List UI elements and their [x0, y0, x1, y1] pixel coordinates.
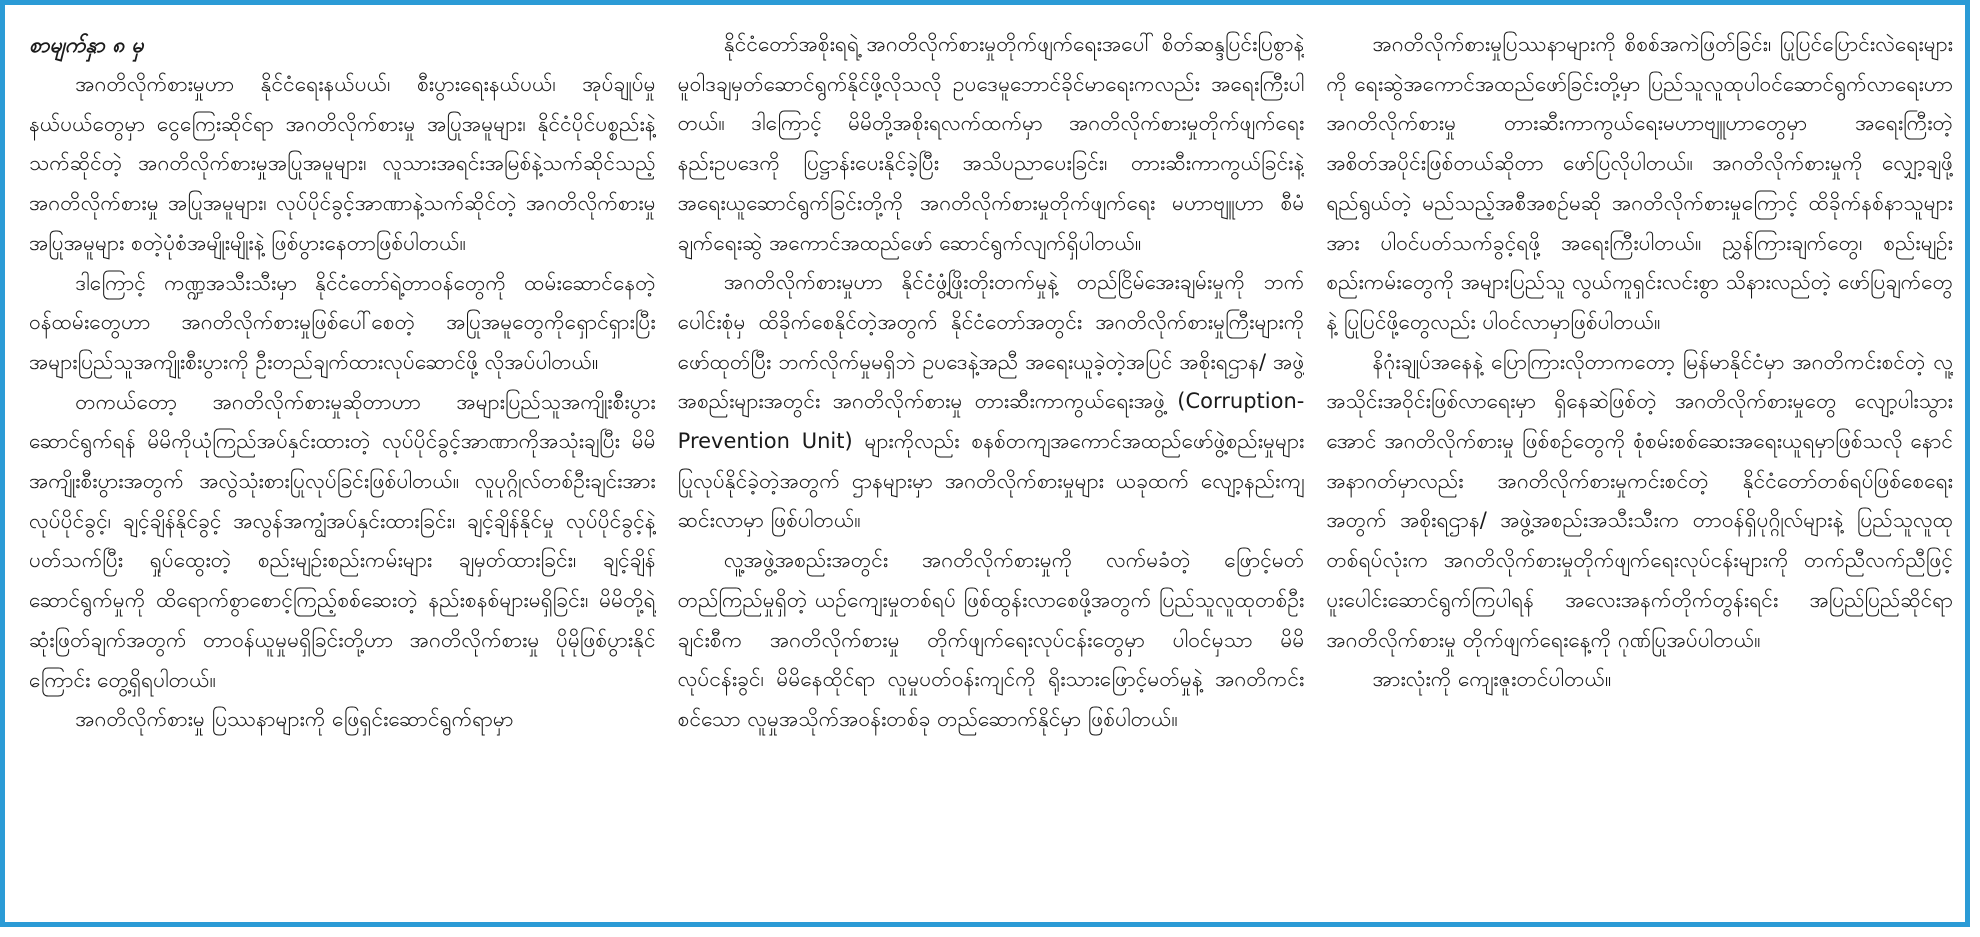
column-3 [1326, 25, 1953, 915]
paragraph: နိုင်ငံတော်အစိုးရရဲ့ အဂတိလိုက်စားမှုတိုက်ဖျက်ရေးအပေါ် စိတ်ဆန္ဒပြင်းပြစွာနဲ့ မူဝါဒချမှတ်ဆောင်ရွက်နိုင်ဖို့လိုသလို ဥပဒေမူဘောင်ခိုင်မာရေးကလည်း အရေးကြီးပါတယ်။ ဒါကြောင့် မိမိတို့အစိုးရလက်ထက်မှာ အဂတိလိုက်စားမှုတိုက်ဖျက်ရေးနည်းဥပဒေကို ပြဋ္ဌာန်းပေးနိုင်ခဲ့ပြီး အသိပညာပေးခြင်း၊ တားဆီးကာကွယ်ခြင်းနဲ့ အရေးယူဆောင်ရွက်ခြင်းတို့ကို အဂတိလိုက်စားမှုတိုက်ဖျက်ရေး မဟာဗျူဟာ စီမံချက်ရေးဆွဲ အကောင်အထည်ဖော် ဆောင်ရွက်လျက်ရှိပါတယ်။ [677, 32, 1305, 255]
paragraph: အဂတိလိုက်စားမှုပြဿနာများကို စိစစ်အကဲဖြတ်ခြင်း၊ ပြုပြင်ပြောင်းလဲရေးများကို ရေးဆွဲအကောင်အထည်ဖော်ခြင်းတို့မှာ ပြည်သူလူထုပါဝင်ဆောင်ရွက်လာရေးဟာ အဂတိလိုက်စားမှု တားဆီးကာကွယ်ရေးမဟာဗျူဟာတွေမှာ အရေးကြီးတဲ့အစိတ်အပိုင်းဖြစ်တယ်ဆိုတာ ဖော်ပြလိုပါတယ်။ အဂတိလိုက်စားမှုကို လျှော့ချဖို့ ရည်ရွယ်တဲ့ မည်သည့်အစီအစဉ်မဆို အဂတိလိုက်စားမှုကြောင့် ထိခိုက်နစ်နာသူများအား ပါဝင်ပတ်သက်ခွင့်ရဖို့ အရေးကြီးပါတယ်။ ညွှန်ကြားချက်တွေ၊ စည်းမျဉ်းစည်းကမ်းတွေကို အများပြည်သူ လွယ်ကူရှင်းလင်းစွာ သိနားလည်တဲ့ ဖော်ပြချက်တွေနဲ့ ပြုပြင်ဖို့တွေလည်း ပါဝင်လာမှာဖြစ်ပါတယ်။ [1326, 32, 1954, 334]
paragraph: တကယ်တော့ အဂတိလိုက်စားမှုဆိုတာဟာ အများပြည်သူအကျိုးစီးပွားဆောင်ရွက်ရန် မိမိကိုယုံကြည်အပ်နှင်းထားတဲ့ လုပ်ပိုင်ခွင့်အာဏာကိုအသုံးချပြီး မိမိအကျိုးစီးပွားအတွက် အလွဲသုံးစားပြုလုပ်ခြင်းဖြစ်ပါတယ်။ လူပုဂ္ဂိုလ်တစ်ဦးချင်းအား လုပ်ပိုင်ခွင့်၊ ချင့်ချိန်နိုင်ခွင့် အလွန်အကျွံအပ်နှင်းထားခြင်း၊ ချင့်ချိန်နိုင်မှု လုပ်ပိုင်ခွင့်နဲ့ ပတ်သက်ပြီး ရှုပ်ထွေးတဲ့ စည်းမျဉ်းစည်းကမ်းများ ချမှတ်ထားခြင်း၊ ချင့်ချိန်ဆောင်ရွက်မှုကို ထိရောက်စွာစောင့်ကြည့်စစ်ဆေးတဲ့ နည်းစနစ်များမရှိခြင်း၊ မိမိတို့ရဲ့ ဆုံးဖြတ်ချက်အတွက် တာဝန်ယူမှုမရှိခြင်းတို့ဟာ အဂတိလိုက်စားမှု ပိုမိုဖြစ်ပွားနိုင်ကြောင်း တွေ့ရှိရပါတယ်။ [29, 389, 656, 692]
column-2 [678, 25, 1305, 915]
column-1 [29, 25, 656, 915]
closing-paragraph: အားလုံးကို ကျေးဇူးတင်ပါတယ်။ [1372, 667, 1612, 692]
paragraph: ဒါကြောင့် ကဏ္ဍအသီးသီးမှာ နိုင်ငံတော်ရဲ့တာဝန်တွေကို ထမ်းဆောင်နေတဲ့ ဝန်ထမ်းတွေဟာ အဂတိလိုက်စားမှုဖြစ်ပေါ်စေတဲ့ အပြုအမူတွေကိုရှောင်ရှားပြီး အများပြည်သူအကျိုးစီးပွားကို ဦးတည်ချက်ထားလုပ်ဆောင်ဖို့ လိုအပ်ပါတယ်။ [29, 270, 656, 374]
article-columns [29, 25, 1953, 915]
paragraph: အဂတိလိုက်စားမှုဟာ နိုင်ငံဖွံ့ဖြိုးတိုးတက်မှုနဲ့ တည်ငြိမ်အေးချမ်းမှုကို ဘက်ပေါင်းစုံမှ ထိခိုက်စေနိုင်တဲ့အတွက် နိုင်ငံတော်အတွင်း အဂတိလိုက်စားမှုကြီးများကို ဖော်ထုတ်ပြီး ဘက်လိုက်မှုမရှိဘဲ ဥပဒေနဲ့အညီ အရေးယူခဲ့တဲ့အပြင် အစိုးရဌာန/ အဖွဲ့အစည်းများအတွင်း အဂတိလိုက်စားမှု တားဆီးကာကွယ်ရေးအဖွဲ့ (Corruption-Prevention Unit) များကိုလည်း စနစ်တကျအကောင်အထည်ဖော်ဖွဲ့စည်းမှုများ ပြုလုပ်နိုင်ခဲ့တဲ့အတွက် ဌာနများမှာ အဂတိလိုက်စားမှုများ ယခုထက် လျော့နည်းကျဆင်းလာမှာ ဖြစ်ပါတယ်။ [677, 270, 1305, 533]
paragraph: အဂတိလိုက်စားမှုဟာ နိုင်ငံရေးနယ်ပယ်၊ စီးပွားရေးနယ်ပယ်၊ အုပ်ချုပ်မှုနယ်ပယ်တွေမှာ ငွေကြေးဆိုင်ရာ အဂတိလိုက်စားမှု အပြုအမူများ၊ နိုင်ငံပိုင်ပစ္စည်းနဲ့သက်ဆိုင်တဲ့ အဂတိလိုက်စားမှုအပြုအမူများ၊ လူသားအရင်းအမြစ်နဲ့သက်ဆိုင်သည့် အဂတိလိုက်စားမှု အပြုအမူများ၊ လုပ်ပိုင်ခွင့်အာဏာနဲ့သက်ဆိုင်တဲ့ အဂတိလိုက်စားမှု အပြုအမူများ စတဲ့ပုံစံအမျိုးမျိုးနဲ့ ဖြစ်ပွားနေတာဖြစ်ပါတယ်။ [29, 72, 656, 255]
continuation-heading: စာမျက်နှာ ၈ မှ [29, 33, 144, 57]
paragraph: နိဂုံးချုပ်အနေနဲ့ ပြောကြားလိုတာကတော့ မြန်မာနိုင်ငံမှာ အဂတိကင်းစင်တဲ့ လူ့အသိုင်းအဝိုင်းဖြစ်လာရေးမှာ ရှိနေဆဲဖြစ်တဲ့ အဂတိလိုက်စားမှုတွေ လျော့ပါးသွားအောင် အဂတိလိုက်စားမှု ဖြစ်စဉ်တွေကို စုံစမ်းစစ်ဆေးအရေးယူရမှာဖြစ်သလို နောင်အနာဂတ်မှာလည်း အဂတိလိုက်စားမှုကင်းစင်တဲ့ နိုင်ငံတော်တစ်ရပ်ဖြစ်စေရေးအတွက် အစိုးရဌာန/ အဖွဲ့အစည်းအသီးသီးက တာဝန်ရှိပုဂ္ဂိုလ်များနဲ့ ပြည်သူလူထုတစ်ရပ်လုံးက အဂတိလိုက်စားမှုတိုက်ဖျက်ရေးလုပ်ငန်းများကို တက်ညီလက်ညီဖြင့် ပူးပေါင်းဆောင်ရွက်ကြပါရန် အလေးအနက်တိုက်တွန်းရင်း အပြည်ပြည်ဆိုင်ရာ အဂတိလိုက်စားမှု တိုက်ဖျက်ရေးနေ့ကို ဂုဏ်ပြုအပ်ပါတယ်။ [1326, 349, 1954, 652]
paragraph: လူ့အဖွဲ့အစည်းအတွင်း အဂတိလိုက်စားမှုကို လက်မခံတဲ့ ဖြောင့်မတ်တည်ကြည်မှုရှိတဲ့ ယဉ်ကျေးမှုတစ်ရပ် ဖြစ်ထွန်းလာစေဖို့အတွက် ပြည်သူလူထုတစ်ဦးချင်းစီက အဂတိလိုက်စားမှု တိုက်ဖျက်ရေးလုပ်ငန်းတွေမှာ ပါဝင်မှသာ မိမိလုပ်ငန်းခွင်၊ မိမိနေထိုင်ရာ လူမှုပတ်ဝန်းကျင်ကို ရိုးသားဖြောင့်မတ်မှုနဲ့ အဂတိကင်းစင်သော လူမှုအသိုက်အဝန်းတစ်ခု တည်ဆောက်နိုင်မှာ ဖြစ်ပါတယ်။ [677, 548, 1305, 731]
paragraph: အဂတိလိုက်စားမှု ပြဿနာများကို ဖြေရှင်းဆောင်ရွက်ရာမှာ [75, 707, 514, 732]
